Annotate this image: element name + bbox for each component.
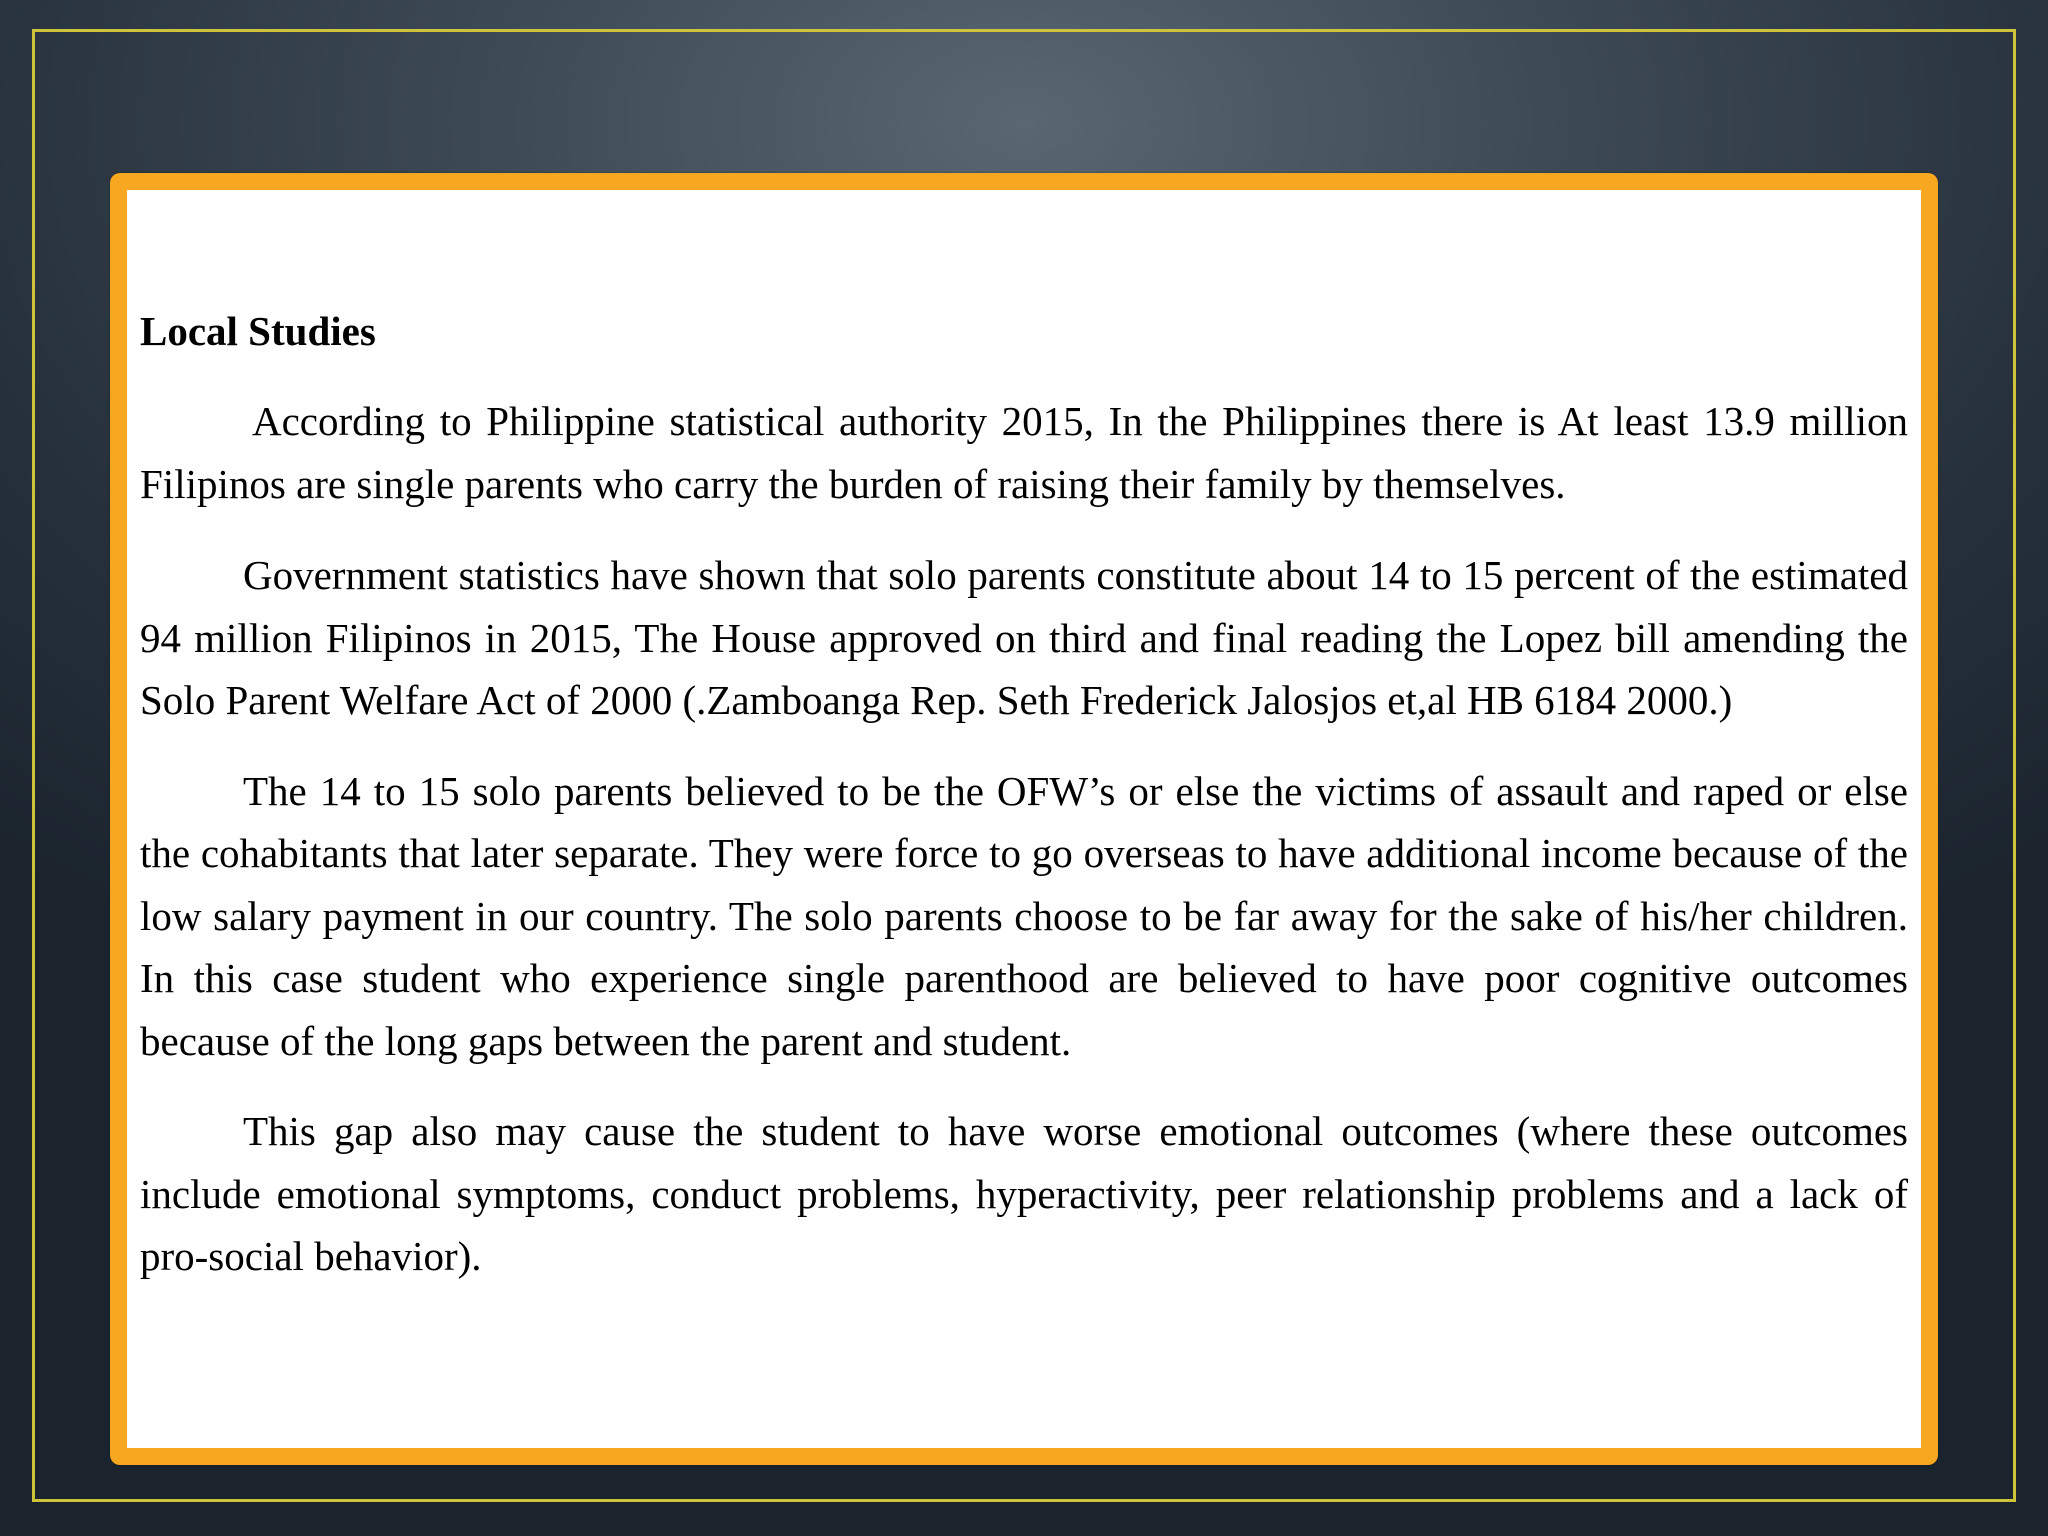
paragraph-ofw-solo-parents: The 14 to 15 solo parents believed to be the OFW’s or else the victims of assault and raped or else the cohabitants that later separate. They were force to go overseas to have additional income because of the low salary payment in our country. The solo parents choose to be far away for the sake of his/her children. In this case student who experience single parenthood are believed to have poor cognitive outcomes because of the long gaps between the parent and student.: [140, 767, 1908, 1064]
paragraph-statistics: According to Philippine statistical authority 2015, In the Philippines there is At least 13.9 million Filipinos are single parents who carry the burden of raising their family by themselves.: [140, 398, 1908, 507]
paragraph-emotional-outcomes: This gap also may cause the student to have worse emotional outcomes (where these outcomes include emotional symptoms, conduct problems, hyperactivity, peer relationship problems and a lack of pro-social behavior).: [140, 1108, 1908, 1279]
text-body: [140, 300, 1908, 1288]
paragraph-government-statistics: Government statistics have shown that solo parents constitute about 14 to 15 percent of the estimated 94 million Filipinos in 2015, The House approved on third and final reading the Lopez bill amending the Solo Parent Welfare Act of 2000 (.Zamboanga Rep. Seth Frederick Jalosjos et,al HB 6184 2000.): [140, 552, 1908, 723]
section-heading: Local Studies: [140, 308, 376, 354]
